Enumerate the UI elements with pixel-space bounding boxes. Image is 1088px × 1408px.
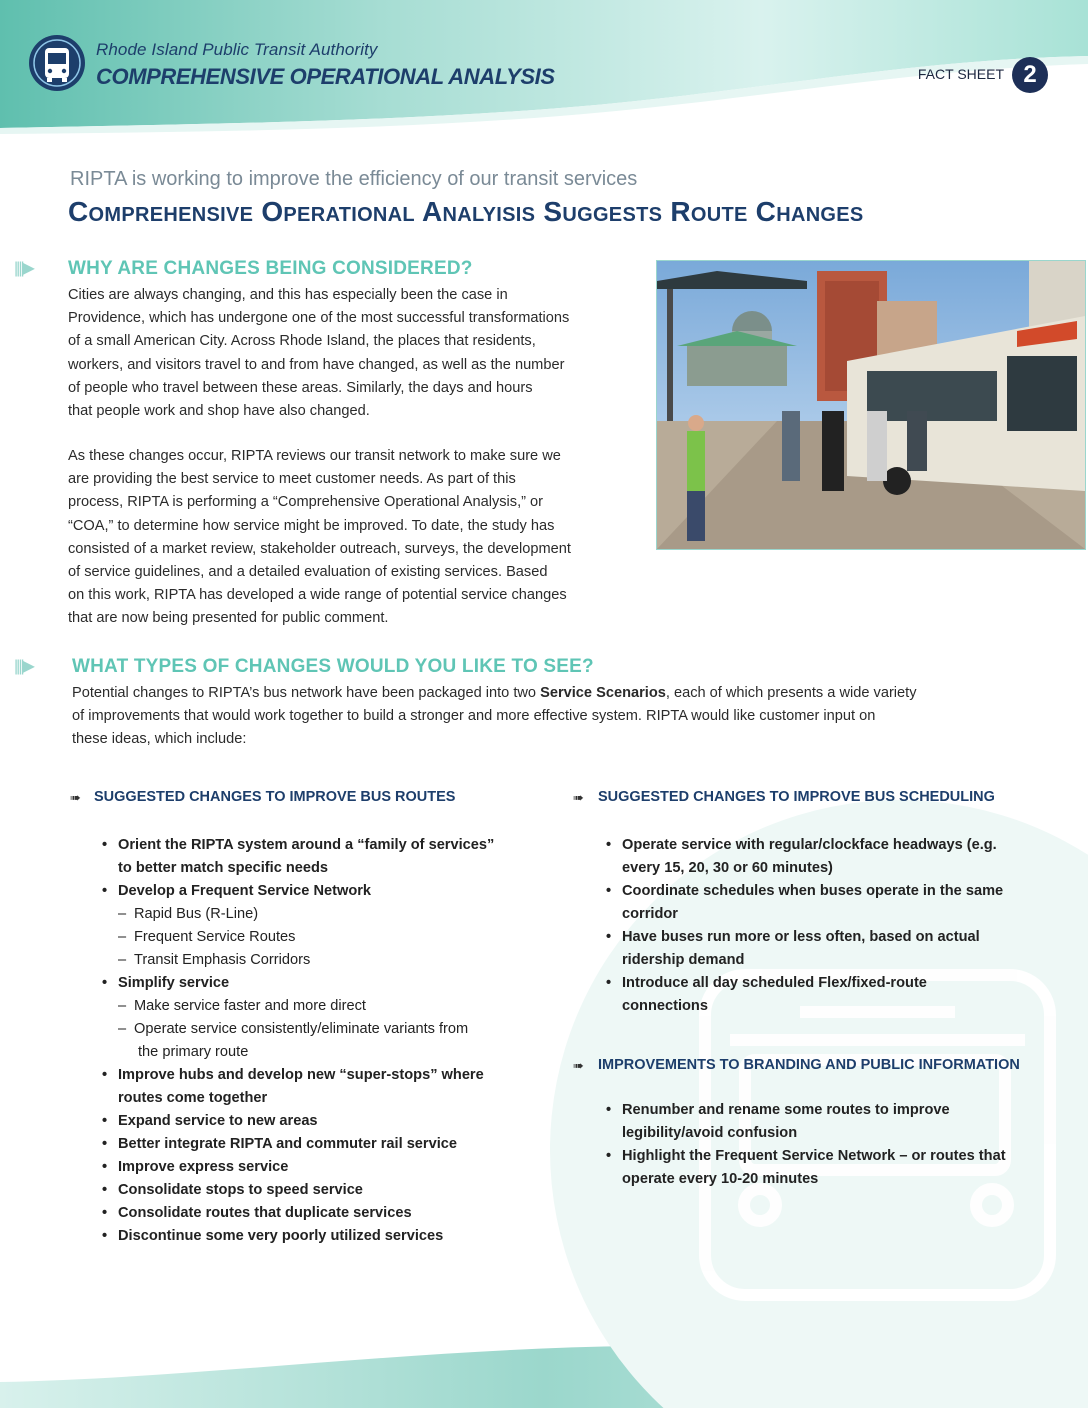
bullet-continuation: every 15, 20, 30 or 60 minutes) [622,860,833,876]
bullet-item: • Improve hubs and develop new “super-stops” where [100,1064,550,1087]
bullet-item: • Develop a Frequent Service Network [100,880,550,903]
sub-item [100,995,550,1018]
fact-sheet-label: FACT SHEET [917,66,1004,82]
dash-marker: – [118,952,127,968]
bullet-item: • Orient the RIPTA system around a “family of services” [100,834,550,857]
project-title: COMPREHENSIVE OPERATIONAL ANALYSIS [96,64,555,89]
bullet-continuation: routes come together [118,1090,268,1106]
paragraph-line: that people work and shop have also changed. [68,403,370,420]
scenarios-intro [72,682,1052,752]
sub-item-text: Make service faster and more direct [134,998,366,1014]
sub-item-text: Rapid Bus (R-Line) [134,906,259,922]
bullet-item: • Consolidate stops to speed service [100,1179,550,1202]
routes-heading: SUGGESTED CHANGES TO IMPROVE BUS ROUTES [94,789,456,805]
sub-item-continuation: the primary route [138,1044,249,1060]
bullet-item: • Introduce all day scheduled Flex/fixed-route [604,972,1064,995]
intro-line-3: these ideas, which include: [72,731,247,748]
branding-heading: IMPROVEMENTS TO BRANDING AND PUBLIC INFORMATION [598,1057,1020,1073]
paragraph-line: consisted of a market review, stakeholder outreach, surveys, the development [68,540,571,557]
paragraph-line: of people who travel between these areas. Similarly, the days and hours [68,379,533,396]
intro-line-2: of improvements that would work together to build a stronger and more effective system. RIPTA would like customer input on [72,708,876,725]
header [0,0,1088,130]
bullet-continuation: ridership demand [622,952,745,968]
paragraph-line: As these changes occur, RIPTA reviews our transit network to make sure we [68,448,561,464]
bullet-item: • Consolidate routes that duplicate services [100,1202,550,1225]
paragraph-line: of a small American City. Across Rhode Island, the places that residents, [68,333,536,350]
bullet-continuation: corridor [622,906,678,922]
bullet-item: • Coordinate schedules when buses operate in the same [604,880,1064,903]
pointing-hand-icon: ➠ [70,790,81,805]
paragraph-line: of service guidelines, and a detailed evaluation of existing services. Based [68,564,548,581]
bullet-item: • Improve express service [100,1156,550,1179]
sub-item-text: Transit Emphasis Corridors [134,952,311,968]
pointing-hand-icon: ➠ [573,1058,584,1073]
paragraph-line: Cities are always changing, and this has especially been the case in [68,287,508,303]
bullet-item: • Operate service with regular/clockface headways (e.g. [604,834,1064,857]
bullet-continuation: connections [622,998,708,1014]
sub-item-text: Operate service consistently/eliminate variants from [134,1021,469,1037]
section-heading-why: WHY ARE CHANGES BEING CONSIDERED? [68,258,473,279]
sub-item [100,949,550,972]
bullet-item: • Expand service to new areas [100,1110,550,1133]
branding-list [604,1099,1064,1191]
pointing-hand-icon: ➠ [573,790,584,805]
sub-item [100,1018,550,1041]
paragraph-line: “COA,” to determine how service might be improved. To date, the study has [68,517,555,534]
section-arrow-icon: ||||▶ [14,260,33,277]
paragraph-line: on this work, RIPTA has developed a wide range of potential service changes [68,587,567,604]
org-name: Rhode Island Public Transit Authority [96,40,378,59]
dash-marker: – [118,906,127,922]
paragraph-line: Providence, which has undergone one of the most successful transformations [68,310,570,327]
dash-marker: – [118,998,127,1014]
sub-item-text: Frequent Service Routes [134,929,296,945]
service-scenarios-term: Service Scenarios [540,685,666,701]
fact-sheet-number: 2 [1012,57,1048,93]
section-arrow-icon: ||||▶ [14,658,33,675]
bullet-item: • Have buses run more or less often, based on actual [604,926,1064,949]
scheduling-list [604,834,1064,1018]
bullet-continuation: legibility/avoid confusion [622,1125,798,1141]
tagline: RIPTA is working to improve the efficiency of our transit services [70,168,638,190]
bullet-item: • Simplify service [100,972,550,995]
scheduling-heading: SUGGESTED CHANGES TO IMPROVE BUS SCHEDULING [598,789,995,805]
section-heading-what: WHAT TYPES OF CHANGES WOULD YOU LIKE TO SEE? [72,656,594,677]
intro-text-a: Potential changes to RIPTA’s bus network have been packaged into two [72,685,541,701]
why-paragraph-1 [68,284,628,423]
bullet-item: • Highlight the Frequent Service Network – or routes that [604,1145,1064,1168]
paragraph-line: that are now being presented for public comment. [68,610,389,627]
sub-item [100,903,550,926]
why-paragraph-2 [68,445,628,631]
bullet-item: • Renumber and rename some routes to improve [604,1099,1064,1122]
bullet-item: • Better integrate RIPTA and commuter rail service [100,1133,550,1156]
bus-station-photo [656,260,1086,550]
page-title: Comprehensive Operational Analyisis Suggests Route Changes [68,196,864,227]
paragraph-line: workers, and visitors travel to and from have changed, as well as the number [68,356,565,373]
dash-marker: – [118,929,127,945]
paragraph-line: process, RIPTA is performing a “Comprehensive Operational Analysis,” or [68,494,544,511]
bus-logo-icon [28,34,86,92]
paragraph-line: are providing the best service to meet customer needs. As part of this [68,471,516,488]
routes-list [100,834,550,1248]
sub-item [100,926,550,949]
dash-marker: – [118,1021,127,1037]
intro-text-b: , each of which presents a wide variety [665,685,917,701]
bullet-continuation: operate every 10-20 minutes [622,1171,819,1187]
bullet-continuation: to better match specific needs [118,860,329,876]
bullet-item: • Discontinue some very poorly utilized services [100,1225,550,1248]
